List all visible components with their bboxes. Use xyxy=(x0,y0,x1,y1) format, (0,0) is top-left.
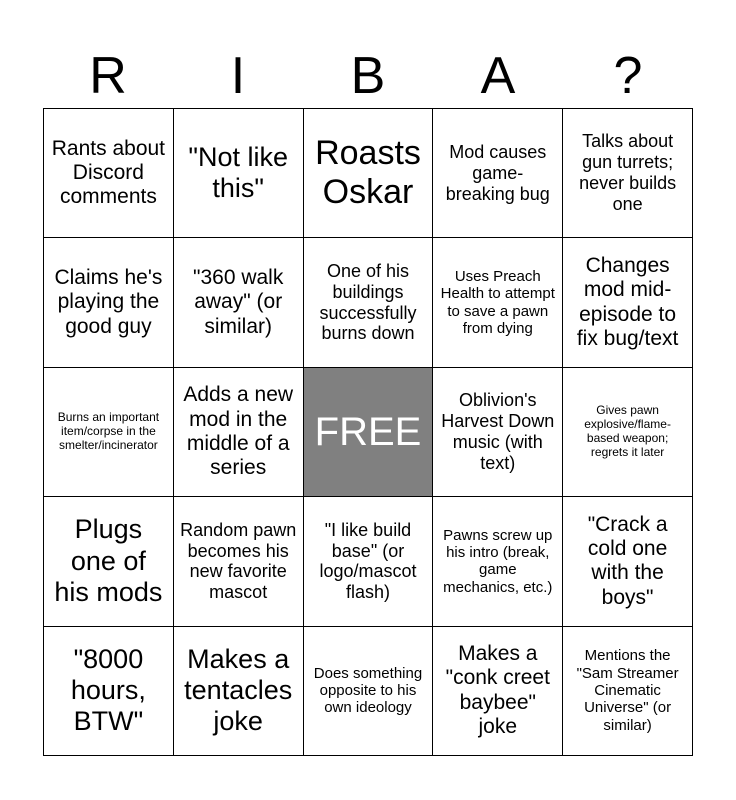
cell-text: Mentions the "Sam Streamer Cinematic Universe" (or similar) xyxy=(576,647,679,734)
bingo-cell-r5c2[interactable] xyxy=(174,627,304,756)
cell-text: Talks about gun turrets; never builds one xyxy=(579,131,677,215)
cell-text: Does something opposite to his own ideology xyxy=(313,664,423,717)
bingo-cell-r3c1[interactable] xyxy=(44,368,174,497)
header-letter-b: B xyxy=(350,47,386,105)
cell-text: Rants about Discord comments xyxy=(51,136,166,209)
bingo-cell-r5c1[interactable] xyxy=(44,627,174,756)
cell-text: Makes a tentacles joke xyxy=(184,643,293,737)
bingo-cell-r1c3[interactable] xyxy=(304,109,434,238)
bingo-cell-free[interactable] xyxy=(304,368,434,497)
header-letter-r: R xyxy=(89,47,127,105)
cell-text: FREE xyxy=(314,409,422,454)
bingo-cell-r1c5[interactable] xyxy=(563,109,693,238)
cell-text: Adds a new mod in the middle of a series xyxy=(183,383,294,480)
cell-text: "I like build base" (or logo/mascot flash) xyxy=(319,519,417,603)
cell-text: Random pawn becomes his new favorite mascot xyxy=(180,519,297,603)
bingo-cell-r5c5[interactable] xyxy=(563,627,693,756)
cell-text: Changes mod mid-episode to fix bug/text xyxy=(576,253,679,350)
bingo-cell-r4c5[interactable] xyxy=(563,497,693,626)
bingo-cell-r3c2[interactable] xyxy=(174,368,304,497)
cell-text: "Not like this" xyxy=(188,141,288,204)
cell-text: Makes a "conk creet baybee" joke xyxy=(445,642,550,739)
bingo-grid xyxy=(43,108,693,756)
bingo-cell-r1c2[interactable] xyxy=(174,109,304,238)
bingo-cell-r4c1[interactable] xyxy=(44,497,174,626)
cell-text: Oblivion's Harvest Down music (with text) xyxy=(441,390,555,473)
bingo-cell-r3c5[interactable] xyxy=(563,368,693,497)
bingo-header xyxy=(43,44,693,108)
bingo-cell-r2c3[interactable] xyxy=(304,238,434,367)
header-letter-a: A xyxy=(480,47,516,105)
bingo-cell-r2c5[interactable] xyxy=(563,238,693,367)
bingo-cell-r4c4[interactable] xyxy=(433,497,563,626)
cell-text: Mod causes game-breaking bug xyxy=(445,141,550,204)
bingo-cell-r5c3[interactable] xyxy=(304,627,434,756)
bingo-cell-r4c3[interactable] xyxy=(304,497,434,626)
cell-text: One of his buildings successfully burns down xyxy=(319,260,417,344)
cell-text: Burns an important item/corpse in the smelter/incinerator xyxy=(57,410,160,452)
cell-text: "8000 hours, BTW" xyxy=(70,643,146,737)
cell-text: "Crack a cold one with the boys" xyxy=(587,512,668,609)
header-letter-i: I xyxy=(230,47,246,105)
bingo-cell-r2c4[interactable] xyxy=(433,238,563,367)
cell-text: "360 walk away" (or similar) xyxy=(193,266,284,338)
header-letter-question: ? xyxy=(613,47,643,105)
cell-text: Pawns screw up his intro (break, game mechanics, etc.) xyxy=(443,526,553,596)
bingo-cell-r5c4[interactable] xyxy=(433,627,563,756)
cell-text: Roasts Oskar xyxy=(315,133,421,212)
bingo-cell-r3c4[interactable] xyxy=(433,368,563,497)
cell-text: Uses Preach Health to attempt to save a pawn from dying xyxy=(440,267,555,337)
bingo-cell-r2c2[interactable] xyxy=(174,238,304,367)
cell-text: Gives pawn explosive/flame-based weapon; regrets it later xyxy=(584,403,671,459)
bingo-cell-r1c1[interactable] xyxy=(44,109,174,238)
cell-text: Plugs one of his mods xyxy=(54,514,163,608)
cell-text: Claims he's playing the good guy xyxy=(54,266,163,338)
bingo-cell-r1c4[interactable] xyxy=(433,109,563,238)
bingo-cell-r4c2[interactable] xyxy=(174,497,304,626)
bingo-cell-r2c1[interactable] xyxy=(44,238,174,367)
